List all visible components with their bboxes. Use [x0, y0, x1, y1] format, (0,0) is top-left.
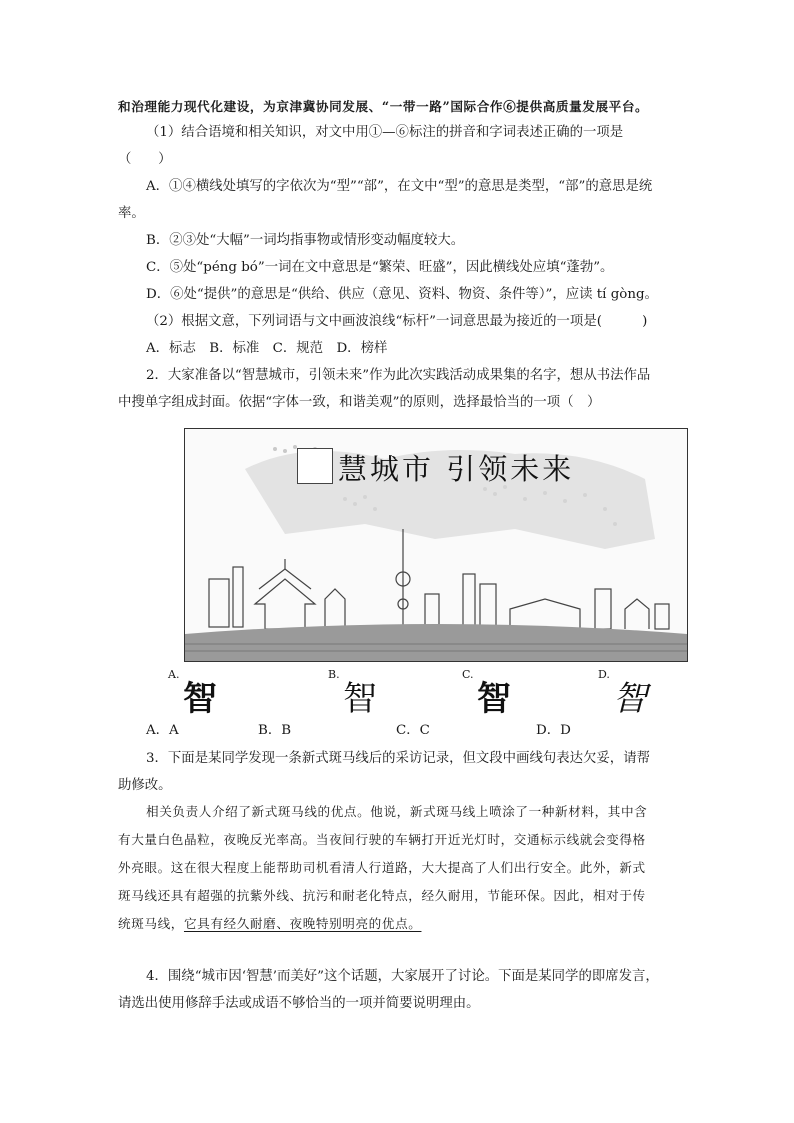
option-c-label: C.	[462, 668, 474, 681]
line-6: B．②③处“大幅”一词均指事物或情形变动幅度较大。	[146, 233, 465, 248]
line-3: （ ）	[118, 152, 172, 167]
q3-passage-2: 有大量白色晶粒，夜晚反光率高。当夜间行驶的车辆打开近光灯时，交通标示线就会变得格	[118, 832, 646, 847]
option-c-glyph: 智	[477, 679, 511, 719]
q4-line-2: 请选出使用修辞手法或成语不够恰当的一项并简要说明理由。	[118, 996, 480, 1011]
line-11: 2．大家准备以“智慧城市，引领未来”作为此次实践活动成果集的名字，想从书法作品	[146, 368, 651, 383]
q3-line-1: 3．下面是某同学发现一条新式斑马线后的采访记录，但文段中画线句表达欠妥，请帮	[146, 751, 650, 766]
option-a-glyph: 智	[183, 679, 217, 719]
option-a-label: A.	[168, 668, 180, 681]
answer-a: A．A	[146, 723, 179, 738]
line-7: C．⑤处“péng bó”一词在文中意思是“繁荣、旺盛”，因此横线处应填“蓬勃”。	[146, 260, 614, 275]
q3-passage-4: 斑马线还具有超强的抗紫外线、抗污和耐老化特点，经久耐用，节能环保。因此，相对于传	[118, 888, 646, 903]
q3-passage-1: 相关负责人介绍了新式斑马线的优点。他说，新式斑马线上喷涂了一种新材料，其中含	[146, 804, 648, 819]
city-skyline-image	[184, 428, 688, 662]
banner-title: 慧城市 引领未来	[338, 452, 575, 486]
q3-passage-5-plain: 统斑马线，	[118, 916, 184, 931]
blank-square-box	[297, 448, 333, 484]
line-5: 率。	[118, 206, 145, 221]
q3-passage-3: 外亮眼。这在很大程度上能帮助司机看清人行道路，大大提高了人们出行安全。此外，新式	[118, 860, 646, 875]
line-1: 和治理能力现代化建设，为京津冀协同发展、“一带一路”国际合作⑥提供高质量发展平台。	[118, 99, 649, 114]
line-4: A．①④横线处填写的字依次为“型”“部”，在文中“型”的意思是类型，“部”的意思是统	[146, 179, 653, 194]
answer-c: C．C	[396, 723, 430, 738]
line-9: （2）根据文意，下列词语与文中画波浪线“标杆”一词意思最为接近的一项是( )	[146, 314, 648, 329]
option-b-label: B.	[328, 668, 340, 681]
option-b-glyph: 智	[343, 679, 377, 719]
line-2: （1）结合语境和相关知识，对文中用①—⑥标注的拼音和字词表述正确的一项是	[146, 125, 624, 140]
q3-passage-5	[118, 915, 421, 933]
answer-b: B．B	[258, 723, 292, 738]
q4-line-1: 4．围绕“城市因‘智慧’而美好”这个话题，大家展开了讨论。下面是某同学的即席发言，	[146, 969, 659, 984]
q3-line-2: 助修改。	[118, 778, 172, 793]
line-12: 中搜单字组成封面。依据“字体一致，和谐美观”的原则，选择最恰当的一项（ ）	[118, 395, 601, 410]
option-d-label: D.	[598, 668, 610, 681]
q3-underlined-sentence: 它具有经久耐磨、夜晚特别明亮的优点。	[183, 916, 422, 931]
option-d-glyph: 智	[613, 679, 647, 719]
line-10: A．标志 B．标准 C．规范 D．榜样	[146, 341, 388, 356]
line-8: D．⑥处“提供”的意思是“供给、供应（意见、资料、物资、条件等）”，应读 tí gòng。	[146, 287, 658, 302]
answer-d: D．D	[536, 723, 571, 738]
